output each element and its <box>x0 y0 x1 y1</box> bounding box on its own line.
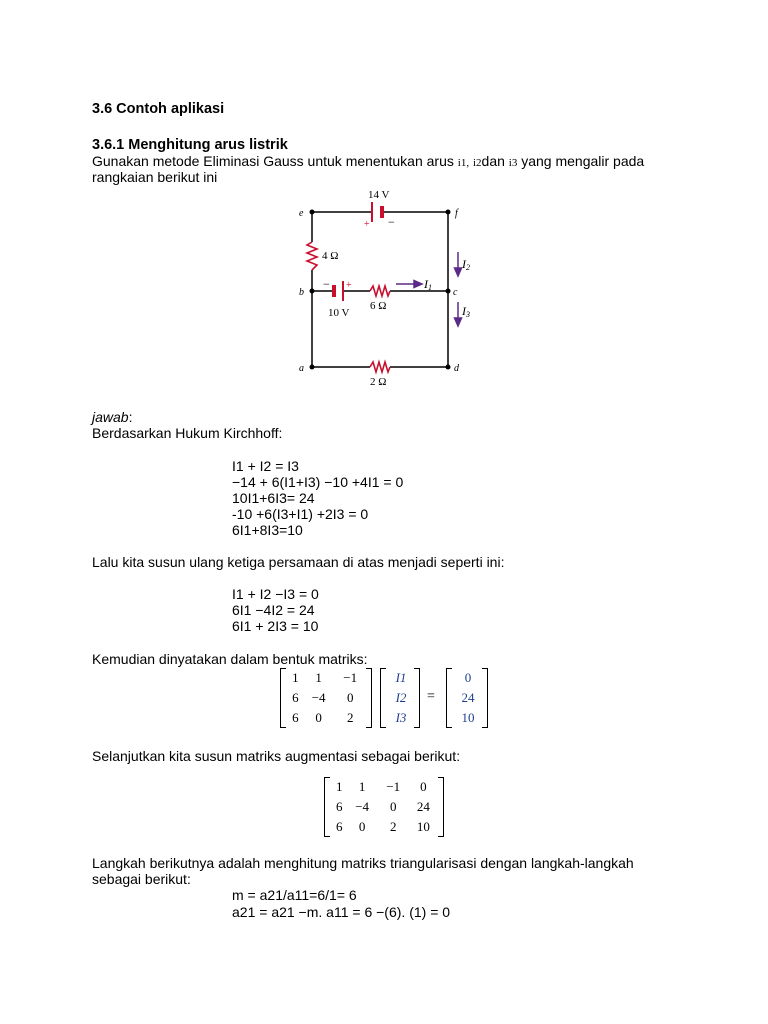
label-i3: I3 <box>462 304 470 319</box>
matrix-a-bracket-right <box>366 668 372 728</box>
equation-2-2: 6I1 −4I2 = 24 <box>232 602 315 618</box>
label-4ohm: 4 Ω <box>322 250 339 262</box>
section-title: 3.6 Contoh aplikasi <box>92 101 225 117</box>
plus-mid: + <box>346 280 352 291</box>
rearrange-line: Lalu kita susun ulang ketiga persamaan di atas menjadi seperti ini: <box>92 554 505 570</box>
resistor-6ohm-icon <box>370 286 390 296</box>
plus-top: + <box>364 219 370 230</box>
label-14v: 14 V <box>368 189 390 201</box>
intro-line-1: Gunakan metode Eliminasi Gauss untuk menentukan arus i1, i2dan i3 yang mengalir pada <box>92 153 645 169</box>
node-f: f <box>455 208 458 219</box>
augment-line: Selanjutkan kita susun matriks augmentasi sebagai berikut: <box>92 748 461 764</box>
current-arrow-i3-icon <box>455 302 462 326</box>
label-i1: I1 <box>424 277 432 292</box>
node-c: c <box>453 287 458 298</box>
equation-2-3: 6I1 + 2I3 = 10 <box>232 618 319 634</box>
matrix-augmented: 1 1 −1 0 6 −4 0 24 6 0 2 10 <box>324 777 444 837</box>
equals-sign: = <box>427 689 435 704</box>
current-i1-label: i1, <box>457 157 470 169</box>
equation-1-3: 10I1+6I3= 24 <box>232 490 315 506</box>
node-b: b <box>299 287 304 298</box>
equation-2-1: I1 + I2 −I3 = 0 <box>232 586 319 602</box>
battery-10v-icon <box>334 281 343 301</box>
matrix-line: Kemudian dinyatakan dalam bentuk matriks: <box>92 651 368 667</box>
label-i2: I2 <box>462 257 470 272</box>
current-arrow-i2-icon <box>455 252 462 276</box>
resistor-4ohm-icon <box>307 242 317 270</box>
battery-14v-icon <box>372 202 382 222</box>
current-i2-label: i2 <box>472 157 482 169</box>
equation-1-4: -10 +6(I3+I1) +2I3 = 0 <box>232 506 369 522</box>
label-6ohm: 6 Ω <box>370 300 387 312</box>
vector-b: 0 24 10 <box>446 668 488 728</box>
steps-line-2: sebagai berikut: <box>92 871 191 887</box>
answer-label: jawab: <box>92 409 133 425</box>
matrix-a-bracket-left <box>280 668 286 728</box>
equation-1-5: 6I1+8I3=10 <box>232 522 303 538</box>
node-e: e <box>299 208 304 219</box>
intro-line-2: rangkaian berikut ini <box>92 169 218 185</box>
matrix-a: 1 1 −1 6 −4 0 6 0 2 <box>280 668 372 728</box>
current-i3-label: i3 <box>508 157 518 169</box>
vector-i: I1 I2 I3 <box>380 668 420 728</box>
label-10v: 10 V <box>328 307 350 319</box>
subsection-title: 3.6.1 Menghitung arus listrik <box>92 137 288 153</box>
equation-1-2: −14 + 6(I1+I3) −10 +4I1 = 0 <box>232 474 404 490</box>
step-equation-1: m = a21/a11=6/1= 6 <box>232 887 357 903</box>
node-d: d <box>454 363 459 374</box>
kirchhoff-line: Berdasarkan Hukum Kirchhoff: <box>92 425 283 441</box>
minus-top: − <box>388 215 395 229</box>
steps-line-1: Langkah berikutnya adalah menghitung matriks triangularisasi dengan langkah-langkah <box>92 855 634 871</box>
step-equation-2: a21 = a21 −m. a11 = 6 −(6). (1) = 0 <box>232 904 451 920</box>
resistor-2ohm-icon <box>370 362 390 372</box>
node-a: a <box>299 363 304 374</box>
current-arrow-i1-icon <box>396 281 422 288</box>
equation-1-1: I1 + I2 = I3 <box>232 458 299 474</box>
minus-mid: − <box>323 277 330 291</box>
circuit-diagram <box>290 182 480 392</box>
label-2ohm: 2 Ω <box>370 376 387 388</box>
